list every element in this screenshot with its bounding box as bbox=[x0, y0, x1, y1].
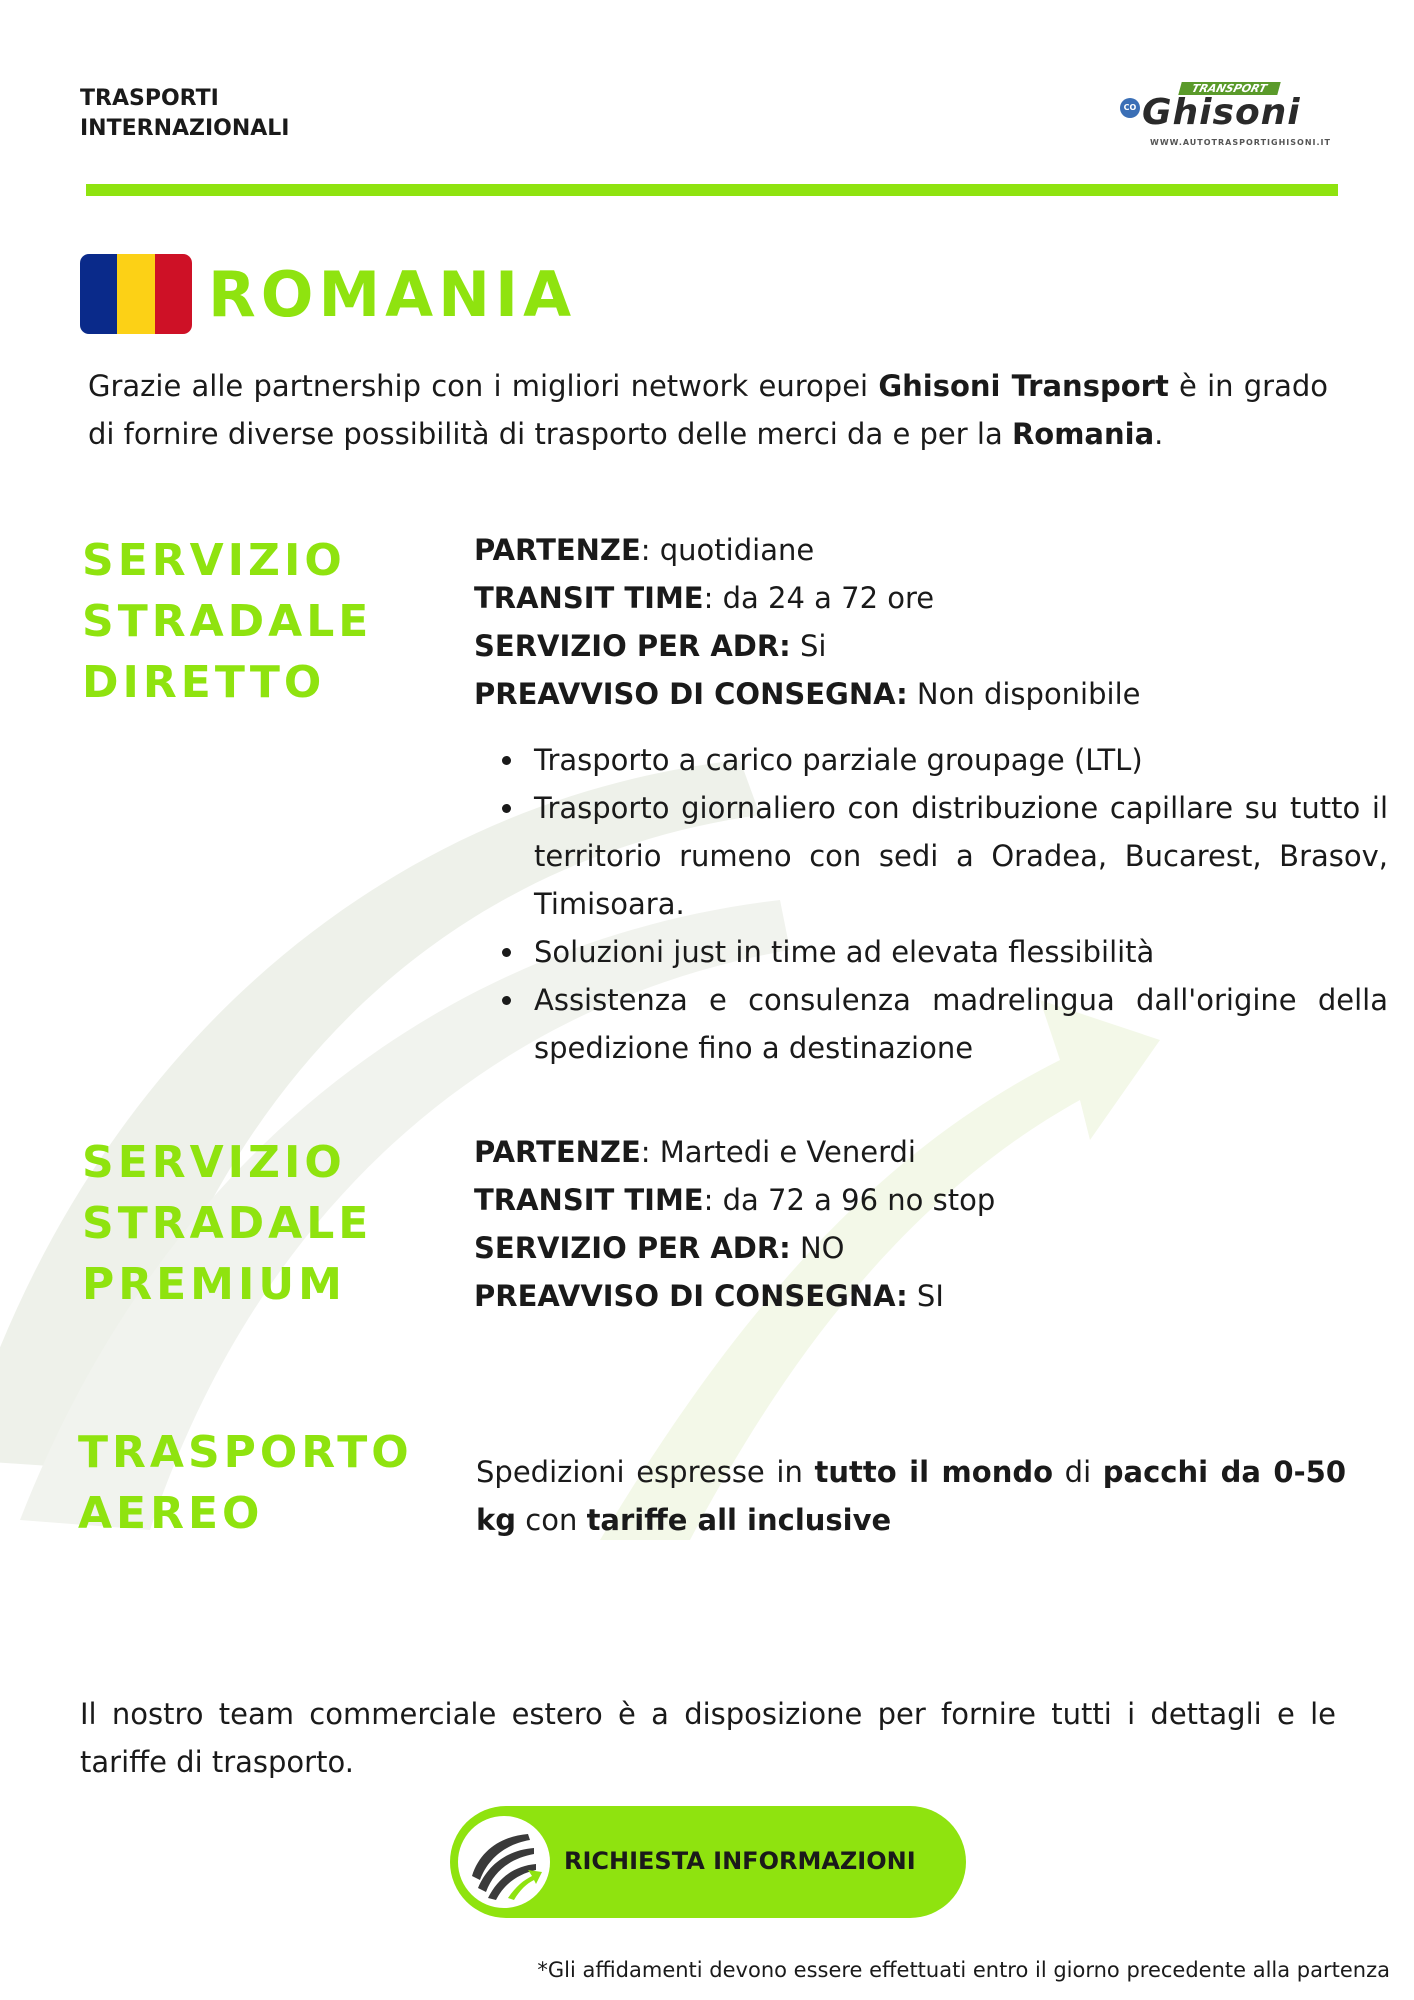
section-title-line: STRADALE bbox=[82, 596, 373, 647]
intro-text: Grazie alle partnership con i migliori network europei bbox=[88, 369, 879, 403]
section-title-line: SERVIZIO bbox=[82, 535, 346, 586]
intro-text: è in grado di fornire diverse possibilità di trasporto delle merci da e per la bbox=[88, 369, 1328, 451]
section-title-line: PREMIUM bbox=[82, 1259, 346, 1310]
section-title-line: SERVIZIO bbox=[82, 1137, 346, 1188]
header-title-line-1: TRASPORTI bbox=[80, 86, 219, 111]
section-title-air bbox=[78, 1422, 413, 1544]
spec-label: TRANSIT TIME bbox=[474, 581, 704, 615]
section-title-line: STRADALE bbox=[82, 1198, 373, 1249]
air-text: Spedizioni espresse in bbox=[476, 1455, 815, 1489]
section-title-line: DIRETTO bbox=[82, 657, 326, 708]
list-item: Assistenza e consulenza madrelingua dall'origine della spedizione fino a destinazione bbox=[498, 976, 1388, 1072]
section-title-direct bbox=[82, 530, 372, 713]
spec-separator: : bbox=[640, 1135, 651, 1169]
spec-separator: : bbox=[703, 1183, 714, 1217]
intro-country-name: Romania bbox=[1011, 417, 1155, 451]
header-divider bbox=[86, 184, 1338, 196]
cta-logo-icon bbox=[458, 1816, 550, 1908]
spec-value: quotidiane bbox=[650, 533, 815, 567]
spec-label: SERVIZIO PER ADR: bbox=[474, 629, 791, 663]
list-item: Trasporto a carico parziale groupage (LTL) bbox=[498, 736, 1388, 784]
spec-delivery-notice bbox=[474, 670, 1140, 718]
air-text-bold: pacchi da 0-50 kg bbox=[476, 1455, 1347, 1537]
spec-label: SERVIZIO PER ADR: bbox=[474, 1231, 791, 1265]
flag-stripe-red bbox=[155, 254, 192, 334]
spec-separator: : bbox=[640, 533, 651, 567]
stripes-arrow-icon bbox=[458, 1816, 550, 1908]
spec-departures bbox=[474, 1128, 995, 1176]
flag-stripe-yellow bbox=[117, 254, 154, 334]
spec-transit-time bbox=[474, 1176, 995, 1224]
air-service-description bbox=[476, 1448, 1346, 1544]
spec-adr bbox=[474, 622, 1140, 670]
air-text: di bbox=[1053, 1455, 1103, 1489]
logo-url: WWW.AUTOTRASPORTIGHISONI.IT bbox=[1150, 138, 1331, 147]
intro-paragraph bbox=[88, 362, 1328, 458]
country-title: ROMANIA bbox=[208, 258, 577, 331]
request-info-label: RICHIESTA INFORMAZIONI bbox=[564, 1847, 916, 1875]
spec-label: PARTENZE bbox=[474, 1135, 641, 1169]
air-text-bold: tariffe all inclusive bbox=[586, 1503, 892, 1537]
list-item: Soluzioni just in time ad elevata flessibilità bbox=[498, 928, 1388, 976]
spec-label: PREAVVISO DI CONSEGNA: bbox=[474, 677, 908, 711]
spec-value: Si bbox=[790, 629, 827, 663]
closing-paragraph: Il nostro team commerciale estero è a disposizione per fornire tutti i dettagli e le tariffe di trasporto. bbox=[80, 1697, 1336, 1779]
spec-value: NO bbox=[790, 1231, 845, 1265]
logo-name: Ghisoni bbox=[1142, 92, 1301, 133]
list-item: Trasporto giornaliero con distribuzione capillare su tutto il territorio rumeno con sedi a Oradea, Bucarest, Brasov, Timisoara. bbox=[498, 784, 1388, 928]
footnote: *Gli affidamenti devono essere effettuati entro il giorno precedente alla partenza bbox=[537, 1958, 1390, 1982]
spec-label: PARTENZE bbox=[474, 533, 641, 567]
specs-direct bbox=[474, 526, 1140, 718]
intro-text: . bbox=[1154, 417, 1164, 451]
spec-label: TRANSIT TIME bbox=[474, 1183, 704, 1217]
spec-value: da 24 a 72 ore bbox=[713, 581, 935, 615]
spec-transit-time bbox=[474, 574, 1140, 622]
spec-value: SI bbox=[907, 1279, 944, 1313]
section-title-line: AEREO bbox=[78, 1488, 264, 1539]
flag-stripe-blue bbox=[80, 254, 117, 334]
spec-delivery-notice bbox=[474, 1272, 995, 1320]
company-logo bbox=[1120, 80, 1350, 158]
logo-badge-icon: CO bbox=[1120, 98, 1140, 118]
specs-premium bbox=[474, 1128, 995, 1320]
spec-separator: : bbox=[703, 581, 714, 615]
header-title-line-2: INTERNAZIONALI bbox=[80, 116, 290, 141]
section-title-premium bbox=[82, 1132, 372, 1315]
spec-value: Martedi e Venerdi bbox=[650, 1135, 916, 1169]
spec-adr bbox=[474, 1224, 995, 1272]
spec-value: da 72 a 96 no stop bbox=[713, 1183, 996, 1217]
spec-value: Non disponibile bbox=[907, 677, 1141, 711]
romania-flag-icon bbox=[80, 254, 192, 334]
request-info-button[interactable] bbox=[450, 1806, 966, 1918]
direct-service-features bbox=[498, 736, 1388, 1072]
logo-tag: TRANSPORT bbox=[1178, 82, 1280, 95]
section-title-line: TRASPORTO bbox=[78, 1427, 413, 1478]
air-text: con bbox=[516, 1503, 587, 1537]
spec-departures bbox=[474, 526, 1140, 574]
document-header-title bbox=[80, 84, 290, 144]
air-text-bold: tutto il mondo bbox=[814, 1455, 1054, 1489]
spec-label: PREAVVISO DI CONSEGNA: bbox=[474, 1279, 908, 1313]
intro-company-name: Ghisoni Transport bbox=[878, 369, 1169, 403]
